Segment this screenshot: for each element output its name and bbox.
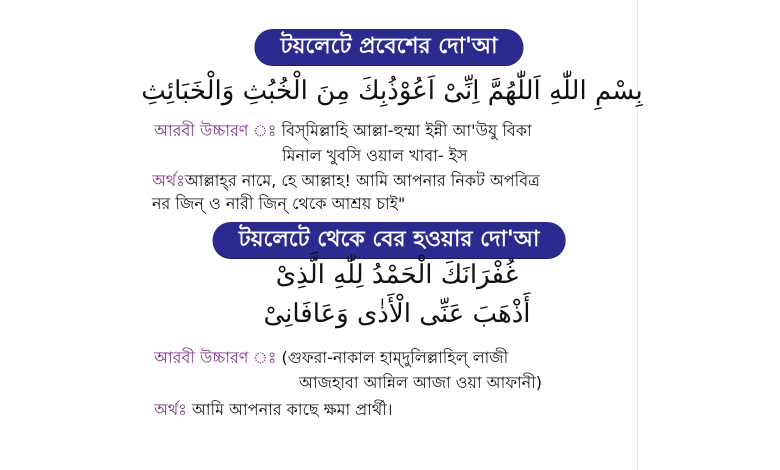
meaning-text: আমি আপনার কাছে ক্ষমা প্রার্থী।	[191, 400, 393, 419]
pronunciation-label: আরবী উচ্চারণ ঃ	[154, 348, 277, 367]
pronunciation-text: (গুফরা-নাকাল হাম্‌দুলিল্লাহিল্‌ লাজী	[281, 348, 509, 367]
leaving-dua-arabic-line1: غُفْرَانَكَ الْحَمْدُ لِلّٰهِ الَّذِىْ	[275, 260, 519, 290]
leaving-dua-pronunciation-cont: আজহাবা আন্নিল আজা ওয়া আফানী)	[299, 373, 543, 392]
pronunciation-text: বিস্‌মিল্লাহি আল্লা-হুম্মা ইন্নী আ'উযু বিকা	[281, 121, 532, 140]
entering-dua-pronunciation	[154, 119, 532, 143]
leaving-dua-meaning	[154, 398, 393, 422]
entering-dua-title: টয়লেটে প্রবেশের দো'আ	[254, 29, 523, 65]
entering-dua-meaning	[152, 169, 540, 193]
pronunciation-label: আরবী উচ্চারণ ঃ	[154, 121, 277, 140]
meaning-label: অর্থঃ	[154, 400, 187, 419]
leaving-dua-arabic-line2: أَذْهَبَ عَنِّى الْأَذٰى وَعَافَانِىْ	[263, 299, 531, 329]
leaving-dua-title: টয়লেটে থেকে বের হওয়ার দো'আ	[213, 222, 566, 258]
meaning-text: আল্লাহ্‌র নামে, হে আল্লাহ! আমি আপনার নিকট অপবিত্র	[184, 171, 540, 190]
entering-dua-pronunciation-cont: মিনাল খুবসি ওয়াল খাবা- ইস	[282, 146, 468, 165]
leaving-dua-pronunciation	[154, 346, 508, 370]
entering-dua-meaning-cont: নর জিন্‌ ও নারী জিন্‌ থেকে আশ্রয় চাই"	[152, 194, 406, 213]
meaning-label: অর্থঃ	[152, 171, 185, 190]
page-edge-divider	[637, 0, 638, 470]
entering-dua-arabic: بِسْمِ اللّٰهِ اَللّٰهُمَّ اِنِّیْ اَعُوْذُبِكَ مِنَ الْخُبُثِ وَالْخَبَائِثِ	[141, 76, 643, 106]
